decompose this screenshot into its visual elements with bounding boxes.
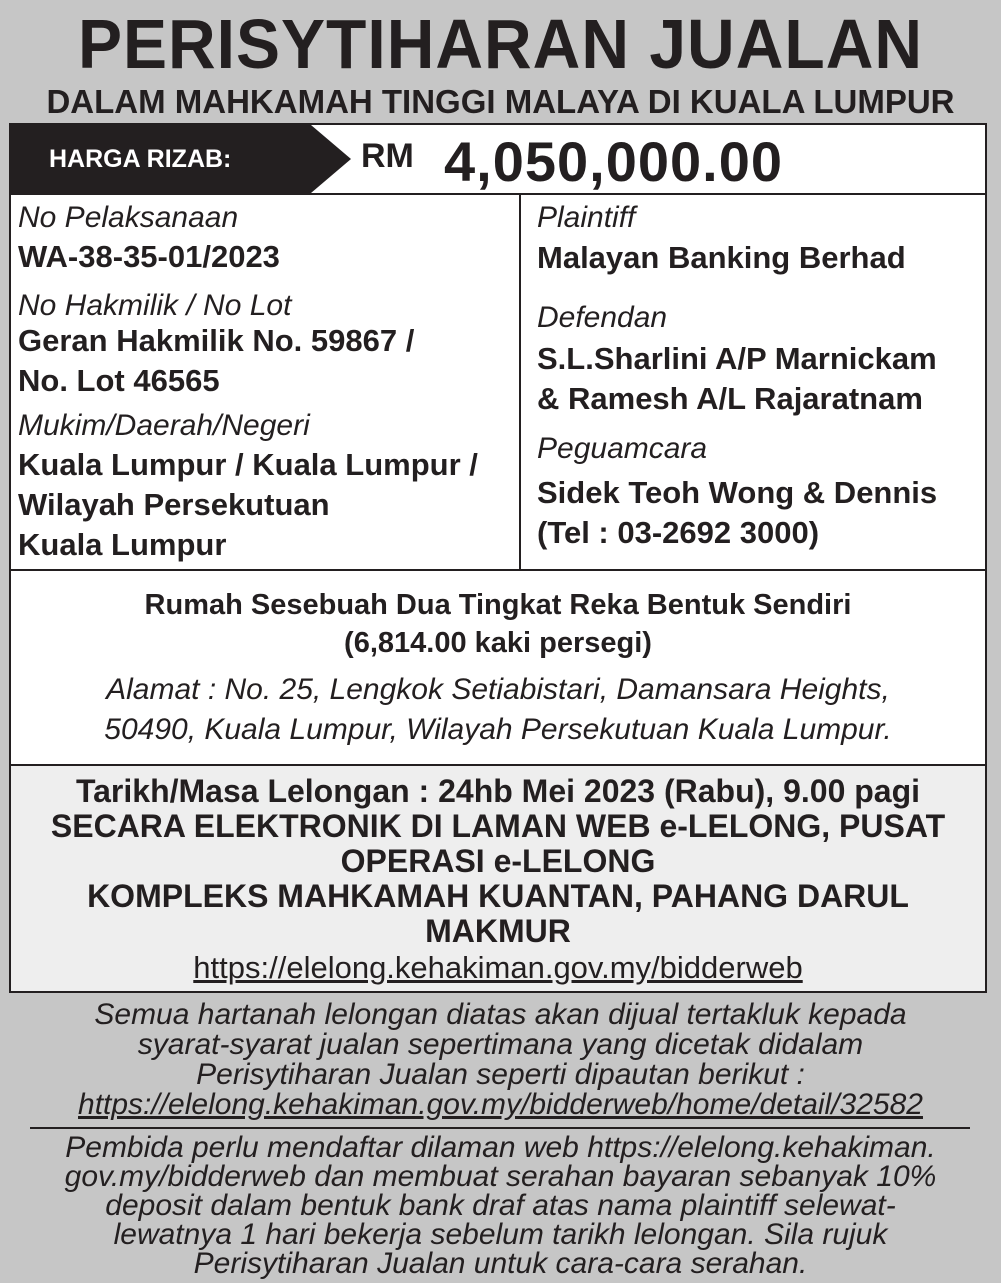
terms-line-3: Perisytiharan Jualan seperti dipautan berikut : bbox=[196, 1058, 805, 1091]
court-subtitle: DALAM MAHKAMAH TINGGI MALAYA DI KUALA LUMPUR bbox=[46, 83, 955, 120]
property-description-box bbox=[9, 569, 987, 766]
auction-venue-line-3: KOMPLEKS MAHKAMAH KUANTAN, PAHANG DARUL bbox=[87, 878, 909, 914]
auction-url-link[interactable]: https://elelong.kehakiman.gov.my/bidderweb bbox=[193, 950, 803, 985]
auction-venue-line-2: OPERASI e-LELONG bbox=[340, 843, 656, 879]
terms-line-1: Semua hartanah lelongan diatas akan dijual tertakluk kepada bbox=[94, 998, 907, 1031]
property-type: Rumah Sesebuah Dua Tingkat Reka Bentuk Sendiri bbox=[144, 589, 852, 621]
reserve-price-box bbox=[9, 123, 987, 195]
location-label: Mukim/Daerah/Negeri bbox=[18, 409, 310, 442]
page-title: PERISYTIHARAN JUALAN bbox=[77, 5, 924, 83]
terms-line-2: syarat-syarat jualan sepertimana yang dicetak didalam bbox=[137, 1028, 864, 1061]
case-details-box bbox=[9, 193, 987, 571]
property-address-line-2: 50490, Kuala Lumpur, Wilayah Persekutuan Kuala Lumpur. bbox=[104, 713, 892, 746]
location-value-line-1: Kuala Lumpur / Kuala Lumpur / bbox=[18, 447, 478, 482]
title-number-label: No Hakmilik / No Lot bbox=[18, 289, 292, 322]
defendant-label: Defendan bbox=[537, 301, 668, 334]
location-value-line-3: Kuala Lumpur bbox=[18, 527, 227, 562]
terms-url-link[interactable]: https://elelong.kehakiman.gov.my/bidderweb/home/detail/32582 bbox=[78, 1088, 923, 1121]
auction-date-time: Tarikh/Masa Lelongan : 24hb Mei 2023 (Rabu), 9.00 pagi bbox=[75, 773, 921, 809]
price-currency: RM bbox=[361, 137, 414, 175]
lawyer-label: Peguamcara bbox=[537, 432, 708, 465]
parties-column bbox=[521, 195, 985, 569]
location-value-line-2: Wilayah Persekutuan bbox=[18, 487, 330, 522]
bidder-note-line-2: gov.my/bidderweb dan membuat serahan bayaran sebanyak 10% bbox=[64, 1160, 937, 1193]
auction-url-row bbox=[11, 950, 985, 986]
title-number-value: Geran Hakmilik No. 59867 / bbox=[18, 323, 415, 358]
property-area: (6,814.00 kaki persegi) bbox=[344, 627, 652, 659]
bidder-note-line-4: lewatnya 1 hari bekerja sebelum tarikh lelongan. Sila rujuk bbox=[113, 1218, 888, 1251]
execution-number-value: WA-38-35-01/2023 bbox=[18, 239, 280, 274]
plaintiff-value: Malayan Banking Berhad bbox=[537, 240, 906, 275]
bidder-note-line-3: deposit dalam bentuk bank draf atas nama plaintiff selewat- bbox=[105, 1189, 896, 1222]
reserve-price-amount: 4,050,000.00 bbox=[444, 130, 783, 193]
bidder-note-line-5: Perisytiharan Jualan untuk cara-cara serahan. bbox=[193, 1247, 808, 1280]
bidder-note-line-1: Pembida perlu mendaftar dilaman web https://elelong.kehakiman. bbox=[65, 1131, 936, 1164]
notes-divider bbox=[30, 1127, 970, 1129]
plaintiff-label: Plaintiff bbox=[537, 201, 636, 234]
lawyer-value: Sidek Teoh Wong & Dennis bbox=[537, 475, 938, 510]
property-address-line-1: Alamat : No. 25, Lengkok Setiabistari, Damansara Heights, bbox=[106, 673, 890, 706]
execution-number-label: No Pelaksanaan bbox=[18, 201, 239, 234]
auction-venue-line-1: SECARA ELEKTRONIK DI LAMAN WEB e-LELONG, PUSAT bbox=[50, 808, 946, 844]
property-details-column bbox=[11, 195, 521, 569]
defendant-value-line-1: S.L.Sharlini A/P Marnickam bbox=[537, 341, 937, 376]
terms-url-row bbox=[0, 1088, 1001, 1121]
auction-info-box bbox=[9, 764, 987, 993]
lawyer-phone: (Tel : 03-2692 3000) bbox=[537, 515, 820, 550]
auction-venue-line-4: MAKMUR bbox=[425, 913, 571, 949]
lot-number-value: No. Lot 46565 bbox=[18, 363, 220, 398]
reserve-price-label: HARGA RIZAB: bbox=[49, 145, 232, 173]
arrow-right-icon bbox=[311, 125, 351, 193]
defendant-value-line-2: & Ramesh A/L Rajaratnam bbox=[537, 381, 923, 416]
